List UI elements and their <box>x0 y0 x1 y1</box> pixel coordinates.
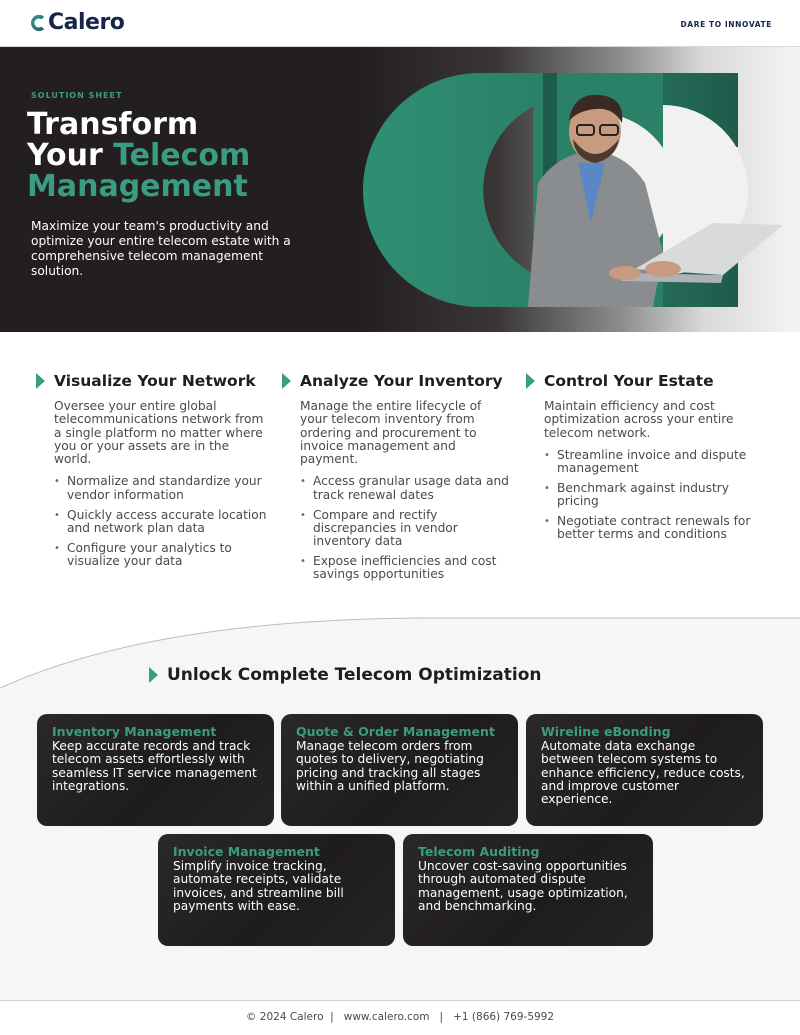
triangle-bullet-icon <box>282 373 291 389</box>
triangle-bullet-icon <box>36 373 45 389</box>
hero-title-your: Your <box>27 138 114 173</box>
hero-title <box>27 109 250 202</box>
list-item: • Access granular usage data and track renewal dates <box>300 475 512 502</box>
column-heading <box>282 368 512 394</box>
card-title: Quote & Order Management <box>296 724 495 739</box>
eyebrow-label: SOLUTION SHEET <box>31 91 123 100</box>
footer-contact-text: © 2024 Calero | www.calero.com | +1 (866) 769-5992 <box>245 1011 555 1023</box>
card-body: Manage telecom orders from quotes to delivery, negotiating pricing and tracking all stages within a unified platform. <box>296 739 484 793</box>
hero-title-line-3: Management <box>27 169 248 204</box>
hero-title-line-1: Transform <box>27 107 199 142</box>
triangle-bullet-icon <box>149 667 158 683</box>
list-item: • Negotiate contract renewals for better terms and conditions <box>544 515 756 542</box>
optimization-heading <box>149 665 542 685</box>
card-body: Simplify invoice tracking, automate receipts, validate invoices, and streamline bill payments with ease. <box>173 859 344 913</box>
card-inventory-management <box>37 714 274 826</box>
tagline: DARE TO INNOVATE <box>680 20 772 29</box>
triangle-bullet-icon <box>526 373 535 389</box>
list-item: • Expose inefficiencies and cost savings opportunities <box>300 555 512 582</box>
column-bullet-list <box>54 475 268 568</box>
column-analyze <box>282 368 512 588</box>
column-title: Analyze Your Inventory <box>300 372 503 390</box>
column-bullet-list <box>300 475 512 581</box>
column-description: Manage the entire lifecycle of your telecom inventory from ordering and procurement to invoice management and payment. <box>300 399 482 467</box>
calero-logo-icon <box>28 12 46 34</box>
column-title: Control Your Estate <box>544 372 714 390</box>
hero-banner <box>0 47 800 332</box>
hero-subtitle: Maximize your team's productivity and optimize your entire telecom estate with a comprehensive telecom management solution. <box>31 219 291 278</box>
card-title: Invoice Management <box>173 844 320 859</box>
calero-logo[interactable] <box>28 12 124 34</box>
list-item: • Quickly access accurate location and network plan data <box>54 509 268 536</box>
page-header <box>0 0 800 47</box>
card-title: Wireline eBonding <box>541 724 671 739</box>
column-title: Visualize Your Network <box>54 372 256 390</box>
list-item: • Benchmark against industry pricing <box>544 482 756 509</box>
list-item: • Compare and rectify discrepancies in vendor inventory data <box>300 509 512 549</box>
list-item: • Configure your analytics to visualize your data <box>54 542 268 569</box>
optimization-title: Unlock Complete Telecom Optimization <box>167 665 542 685</box>
column-heading <box>36 368 268 394</box>
column-description: Maintain efficiency and cost optimization across your entire telecom network. <box>544 399 734 440</box>
column-bullet-list <box>544 449 756 542</box>
hero-photo-man-with-laptop <box>363 73 783 307</box>
card-body: Automate data exchange between telecom systems to enhance efficiency, reduce costs, and improve customer experience. <box>541 739 745 807</box>
column-description: Oversee your entire global telecommunications network from a single platform no matter where you or your assets are in the world. <box>54 399 264 467</box>
card-telecom-auditing <box>403 834 653 946</box>
list-item: • Normalize and standardize your vendor information <box>54 475 268 502</box>
list-item: • Streamline invoice and dispute management <box>544 449 756 476</box>
card-wireline-ebonding <box>526 714 763 826</box>
column-control <box>526 368 766 548</box>
logo-text: Calero <box>48 10 125 35</box>
card-quote-order-management <box>281 714 518 826</box>
page-footer <box>0 1000 800 1035</box>
card-invoice-management <box>158 834 395 946</box>
hero-title-line-2 <box>27 140 250 171</box>
hero-title-telecom: Telecom <box>113 138 251 173</box>
column-visualize <box>36 368 268 575</box>
card-body: Uncover cost-saving opportunities through automated dispute management, usage optimization, and benchmarking. <box>418 859 628 913</box>
card-body: Keep accurate records and track telecom assets effortlessly with seamless IT service management integrations. <box>52 739 257 793</box>
card-title: Telecom Auditing <box>418 844 540 859</box>
column-heading <box>526 368 766 394</box>
card-title: Inventory Management <box>52 724 217 739</box>
